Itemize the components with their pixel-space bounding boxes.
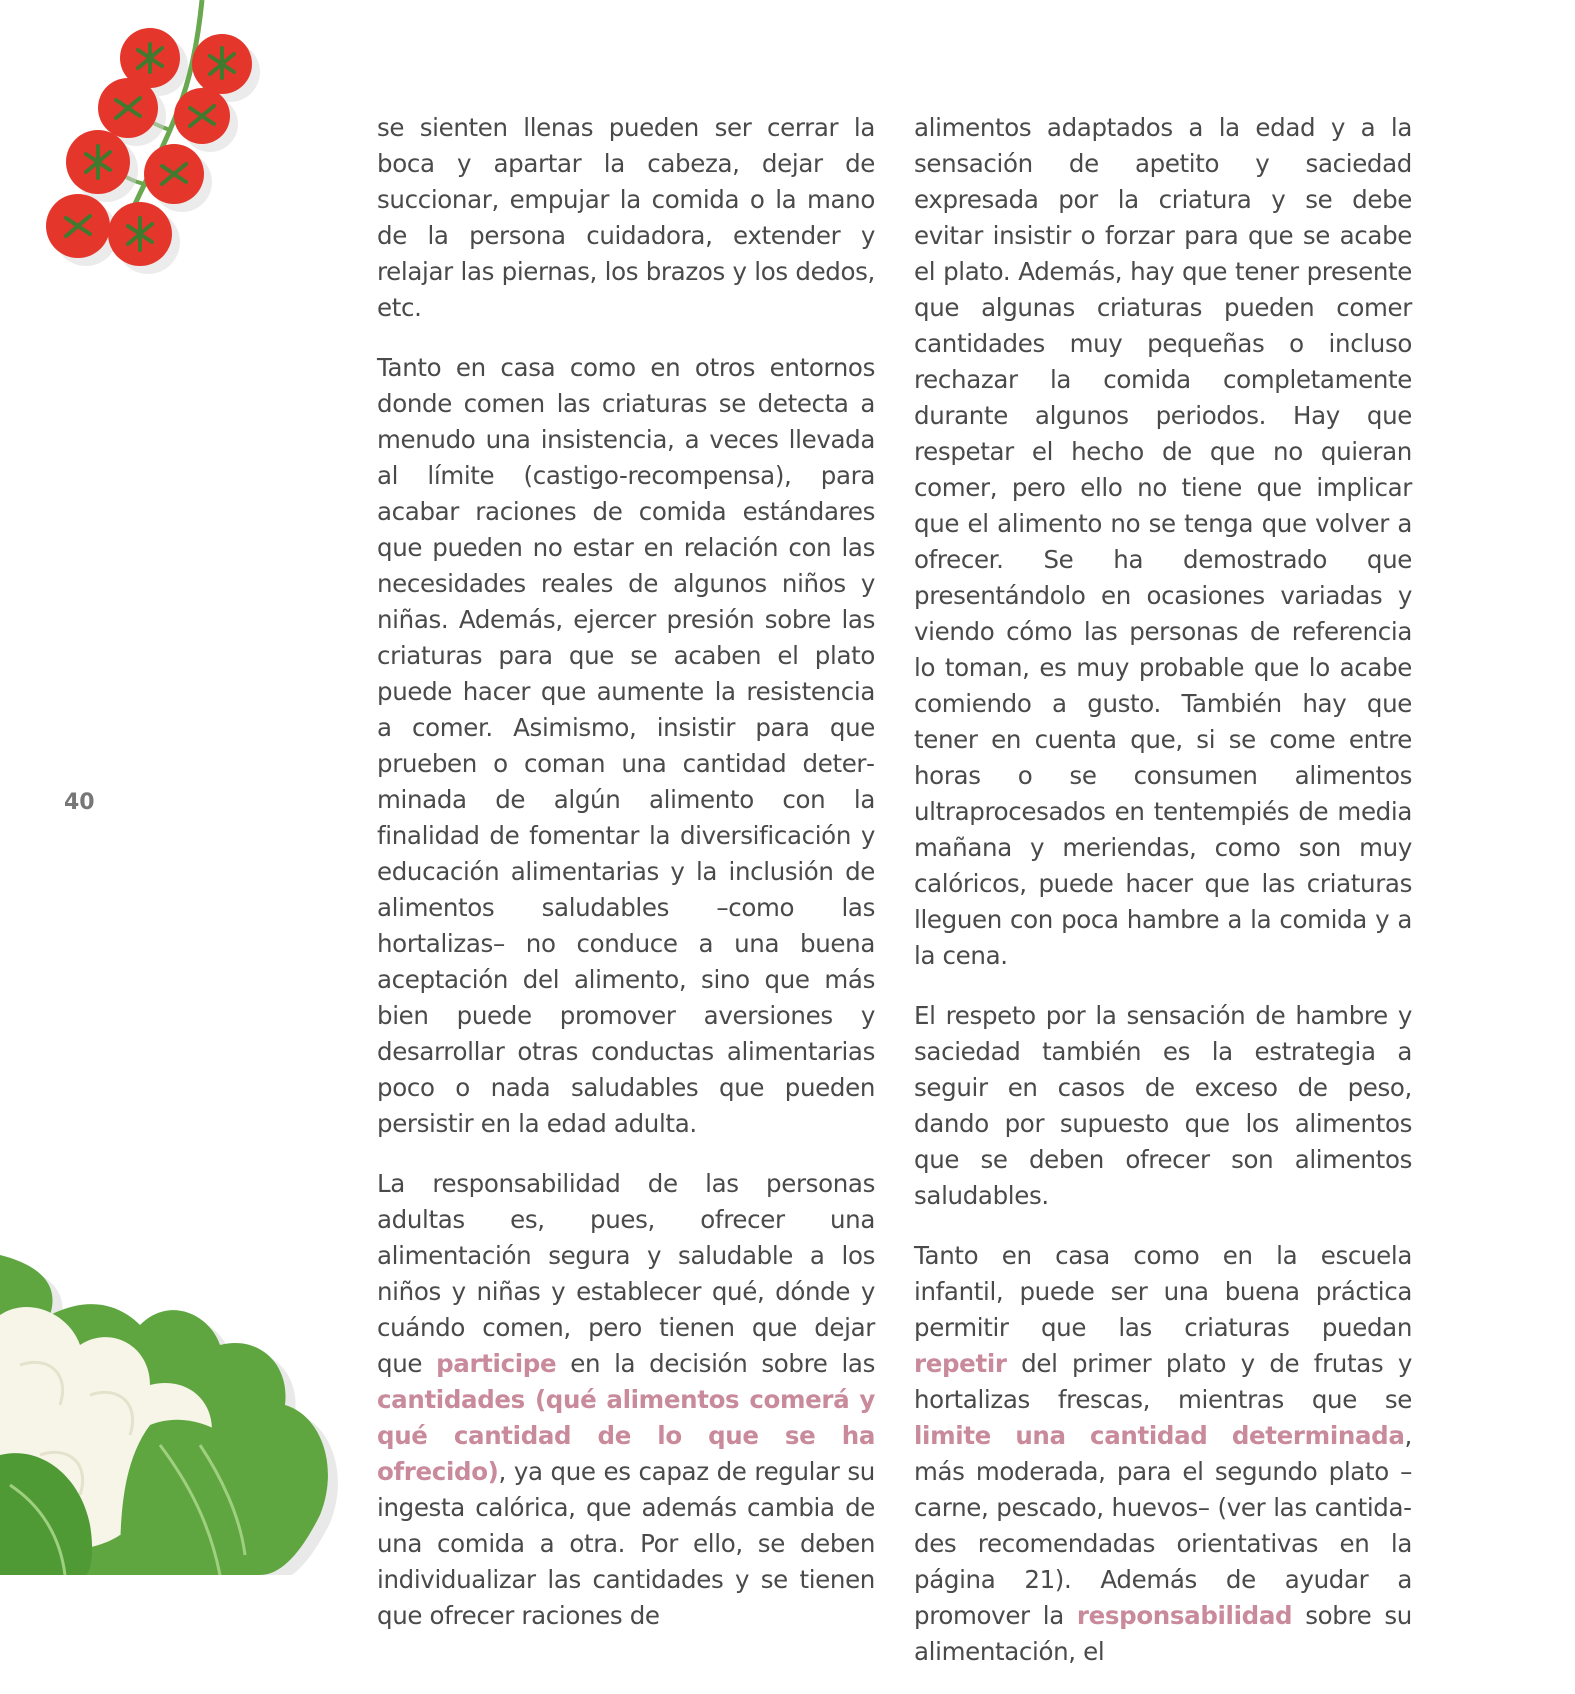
left-paragraph-2: Tanto en casa como en otros entornos donde comen las criaturas se detecta a menudo una insistencia, a veces llevada al límite (castigo-recompensa), para acabar raciones de comida estándares que pueden no estar en relación con las necesidades reales de algunos niños y niñas. Además, ejercer presión sobre las criaturas para que se acaben el plato puede hacer que aumente la resistencia a comer. Asimismo, insistir para que prueben o coman una cantidad determinada de algún alimento con la finalidad de fomentar la diversificación y educación alimentarias y la inclusión de alimentos saludables –como las hortalizas– no conduce a una buena aceptación del alimento, sino que más bien puede promover aversiones y desarrollar otras conductas alimentarias poco o nada saludables que pueden persistir en la edad adulta. bbox=[377, 353, 875, 1138]
left-paragraph-1: se sienten llenas pueden ser cerrar la boca y apartar la cabeza, dejar de succionar, empujar la comida o la mano de la persona cuidadora, extender y relajar las piernas, los brazos y los dedos, etc. bbox=[377, 113, 875, 322]
text-span: La responsabilidad de las personas adultas es, pues, ofrecer una alimentación segura y saludable a los niños y niñas y establecer qué, dónde y cuándo comen, pero tienen que dejar que bbox=[377, 1169, 875, 1378]
right-paragraph-3 bbox=[914, 1238, 1412, 1670]
cauliflower-illustration bbox=[0, 1255, 360, 1575]
text-span: sobre su alimentación, el bbox=[914, 1601, 1412, 1666]
page-number: 40 bbox=[64, 790, 95, 815]
highlight-participe: participe bbox=[436, 1349, 557, 1378]
text-span: del primer plato y de frutas y hortalizas frescas, mientras que se bbox=[914, 1349, 1412, 1414]
right-column bbox=[914, 110, 1412, 1694]
highlight-limite: limite una cantidad determinada bbox=[914, 1421, 1405, 1450]
left-paragraph-3 bbox=[377, 1166, 875, 1634]
right-paragraph-2: El respeto por la sensación de hambre y saciedad también es la estrategia a seguir en casos de exceso de peso, dando por supuesto que los alimentos que se deben ofrecer son alimentos saludables. bbox=[914, 1001, 1412, 1210]
highlight-responsabilidad: responsabilidad bbox=[1076, 1601, 1293, 1630]
cherry-tomatoes-illustration bbox=[30, 0, 270, 290]
text-span: , más moderada, para el segundo plato –carne, pescado, huevos– (ver las cantidades recomendadas orientativas en la página 21). Además de ayudar a promover la bbox=[914, 1421, 1412, 1630]
text-span: , ya que es capaz de regular su ingesta calórica, que además cambia de una comida a otra. Por ello, se deben individualizar las cantidades y se tienen que ofrecer raciones de bbox=[377, 1457, 875, 1630]
right-paragraph-1: alimentos adaptados a la edad y a la sensación de apetito y saciedad expresada por la criatura y se debe evitar insistir o forzar para que se acabe el plato. Además, hay que tener presente que algunas criaturas pueden comer cantidades muy pequeñas o incluso rechazar la comida completamente durante algunos periodos. Hay que respetar el hecho de que no quieran comer, pero ello no tiene que implicar que el alimento no se tenga que volver a ofrecer. Se ha demostrado que presentándolo en ocasiones variadas y viendo cómo las personas de referencia lo toman, es muy probable que lo acabe comiendo a gusto. También hay que tener en cuenta que, si se come entre horas o se consumen alimentos ultraprocesados en tentempiés de media mañana y meriendas, como son muy calóricos, puede hacer que las criaturas lleguen con poca hambre a la comida y a la cena. bbox=[914, 113, 1412, 970]
text-span: en la decisión sobre las bbox=[556, 1349, 875, 1378]
highlight-repetir: repetir bbox=[914, 1349, 1007, 1378]
left-column bbox=[377, 110, 875, 1658]
highlight-cantidades: cantidades (qué alimentos comerá y qué cantidad de lo que se ha ofrecido) bbox=[377, 1385, 875, 1486]
text-span: Tanto en casa como en la escuela infantil, puede ser una buena práctica permitir que las criaturas puedan bbox=[914, 1241, 1412, 1342]
